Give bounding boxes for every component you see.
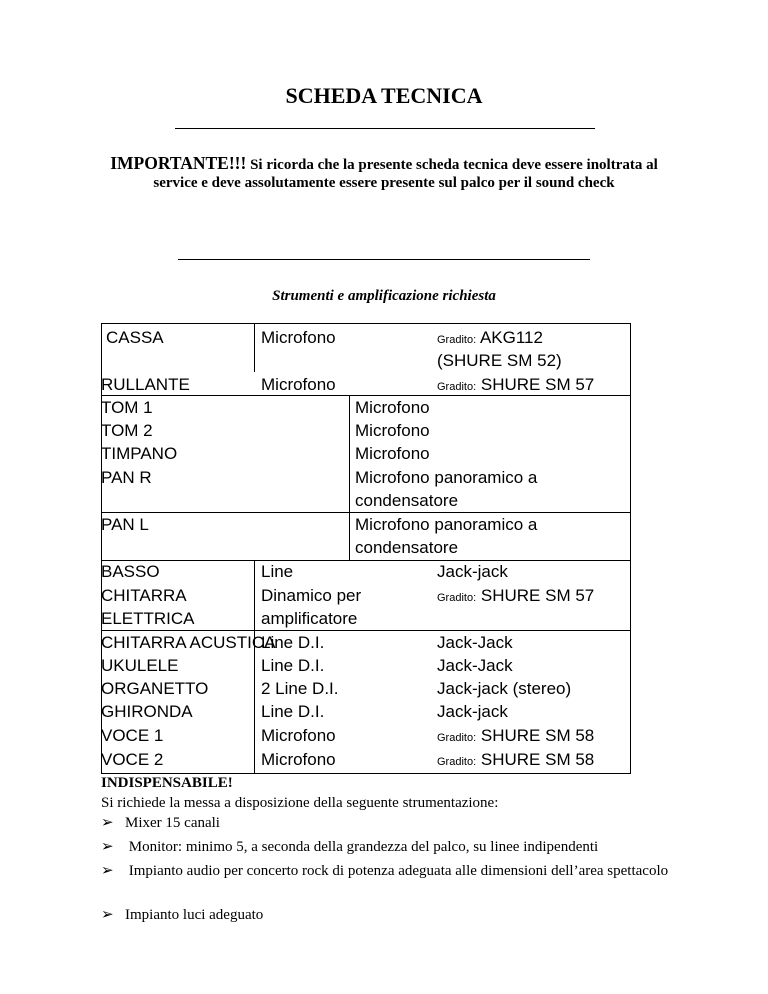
- input-basso: Line: [261, 562, 294, 581]
- pref-chitarra-elettrica: Gradito: SHURE SM 57: [437, 586, 595, 605]
- mic-pan-r: Microfono panoramico a: [355, 468, 538, 487]
- input-voce1: Microfono: [261, 726, 336, 745]
- notice-divider: [178, 259, 590, 260]
- mic-rullante: Microfono: [261, 375, 336, 394]
- arrow-bullet-icon: ➢: [101, 863, 114, 879]
- instrument-pan-l: PAN L: [101, 515, 149, 534]
- pref-voce2: Gradito: SHURE SM 58: [437, 750, 595, 769]
- mic-timpano: Microfono: [355, 444, 430, 463]
- pref-rullante: Gradito: SHURE SM 57: [437, 375, 595, 394]
- title-divider: [175, 128, 595, 129]
- requirements-intro: Si richiede la messa a disposizione della seguente strumentazione:: [101, 795, 499, 811]
- instrument-chitarra-elettrica-cont: ELETTRICA: [101, 609, 195, 628]
- page-title: SCHEDA TECNICA: [285, 83, 483, 108]
- notice-important: IMPORTANTE!!!: [110, 153, 247, 173]
- arrow-bullet-icon: ➢: [101, 839, 114, 855]
- mic-pan-l: Microfono panoramico a: [355, 515, 538, 534]
- arrow-bullet-icon: ➢: [101, 815, 114, 831]
- input-chitarra-acustica: Line D.I.: [261, 633, 325, 652]
- arrow-bullet-icon: ➢: [101, 907, 114, 923]
- connector-chitarra-acustica: Jack-Jack: [437, 633, 513, 652]
- input-organetto: 2 Line D.I.: [261, 679, 339, 698]
- mic-pan-r-cont: condensatore: [355, 491, 459, 510]
- mic-tom2: Microfono: [355, 421, 430, 440]
- notice-paragraph: [110, 154, 658, 192]
- table-border-top: [101, 323, 631, 324]
- mic-pan-l-cont: condensatore: [355, 538, 459, 557]
- instrument-basso: BASSO: [101, 562, 160, 581]
- table-border-right: [630, 323, 631, 773]
- list-item: ➢ Mixer 15 canali: [101, 815, 220, 831]
- list-item: ➢ Impianto audio per concerto rock di potenza adeguata alle dimensioni dell’area spettacolo: [101, 863, 669, 879]
- table-col-divider: [254, 323, 255, 372]
- list-item: ➢ Impianto luci adeguato: [101, 907, 264, 923]
- notice-text: Si ricorda che la presente scheda tecnica deve essere inoltrata al service e deve assolutamente essere presente sul palco per il sound check: [153, 157, 658, 191]
- instrument-rullante: RULLANTE: [101, 375, 190, 394]
- list-item: ➢ Monitor: minimo 5, a seconda della grandezza del palco, su linee indipendenti: [101, 839, 599, 855]
- instrument-chitarra-elettrica: CHITARRA: [101, 586, 187, 605]
- instrument-voce1: VOCE 1: [101, 726, 164, 745]
- instrument-chitarra-acustica: CHITARRA ACUSTICA: [101, 633, 276, 652]
- instrument-timpano: TIMPANO: [101, 444, 178, 463]
- input-chitarra-elettrica-cont: amplificatore: [261, 609, 358, 628]
- input-voce2: Microfono: [261, 750, 336, 769]
- table-col-divider: [349, 395, 350, 560]
- instrument-ghironda: GHIRONDA: [101, 702, 193, 721]
- pref-cassa-alt: (SHURE SM 52): [437, 351, 562, 370]
- mic-cassa: Microfono: [261, 328, 336, 347]
- instrument-tom2: TOM 2: [101, 421, 153, 440]
- input-ukulele: Line D.I.: [261, 656, 325, 675]
- pref-voce1: Gradito: SHURE SM 58: [437, 726, 595, 745]
- mic-tom1: Microfono: [355, 398, 430, 417]
- connector-ukulele: Jack-Jack: [437, 656, 513, 675]
- instrument-pan-r: PAN R: [101, 468, 152, 487]
- input-ghironda: Line D.I.: [261, 702, 325, 721]
- instrument-voce2: VOCE 2: [101, 750, 164, 769]
- instrument-organetto: ORGANETTO: [101, 679, 209, 698]
- connector-ghironda: Jack-jack: [437, 702, 508, 721]
- requirements-heading: INDISPENSABILE!: [101, 775, 233, 791]
- pref-cassa: Gradito: AKG112: [437, 328, 543, 347]
- table-col-divider: [254, 560, 255, 773]
- instrument-ukulele: UKULELE: [101, 656, 179, 675]
- instrument-cassa: CASSA: [106, 328, 164, 347]
- instrument-tom1: TOM 1: [101, 398, 153, 417]
- table-row-divider: [101, 560, 631, 561]
- section-subtitle: Strumenti e amplificazione richiesta: [272, 288, 496, 304]
- connector-organetto: Jack-jack (stereo): [437, 679, 572, 698]
- input-chitarra-elettrica: Dinamico per: [261, 586, 362, 605]
- connector-basso: Jack-jack: [437, 562, 508, 581]
